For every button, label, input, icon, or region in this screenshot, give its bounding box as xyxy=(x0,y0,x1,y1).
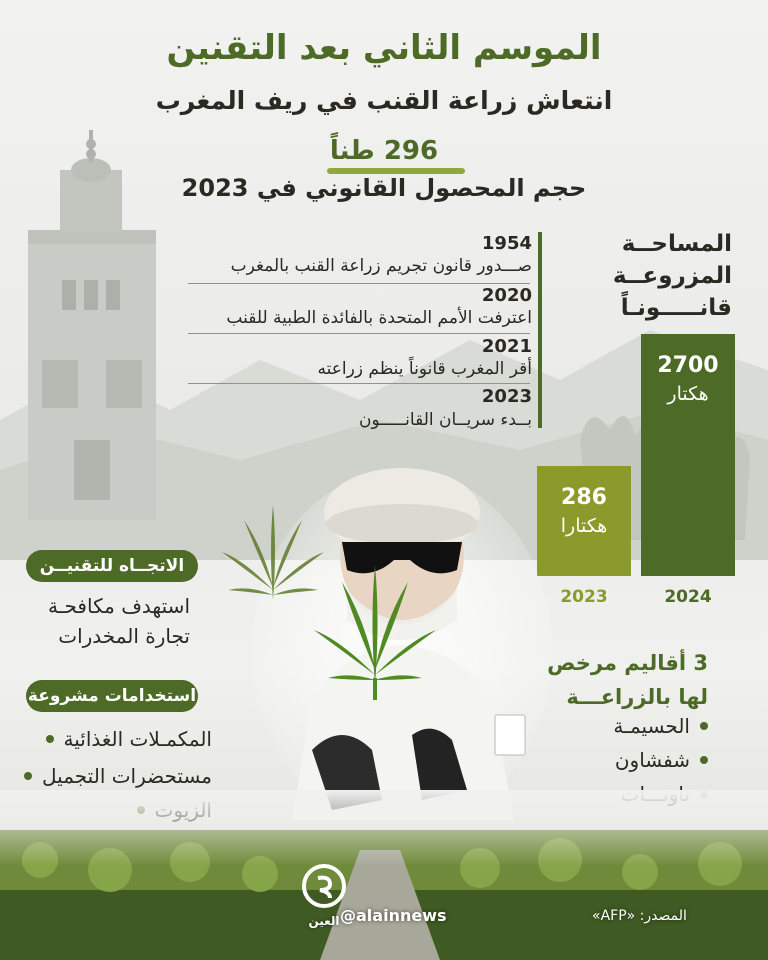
trend-pill: الاتجــاه للتقنيــن xyxy=(26,550,198,582)
timeline-text-1954: صـــدور قانون تجريم زراعة القنب بالمغرب xyxy=(230,256,532,276)
timeline-divider xyxy=(188,333,530,334)
area-label-line2: المزروعــة xyxy=(612,263,732,289)
bar-value-label: 2700 xyxy=(657,353,719,378)
uses-item-label: مستحضرات التجميل xyxy=(42,764,212,788)
region-item xyxy=(613,714,708,738)
timeline-year-1954: 1954 xyxy=(481,233,532,254)
source-credit: المصدر: «AFP» xyxy=(592,908,687,924)
timeline-text-2020: اعترفت الأمم المتحدة بالفائدة الطبية للقنب xyxy=(226,308,532,328)
logo-text: العين xyxy=(308,914,340,928)
uses-item-label: المكمـلات الغذائية xyxy=(63,727,212,751)
regions-title-line1: 3 أقاليم مرخص xyxy=(547,651,708,675)
bullet-dot-icon xyxy=(24,772,32,780)
timeline-year-2020: 2020 xyxy=(481,285,532,306)
cannabis-leaf-held-icon xyxy=(310,560,440,700)
area-label-line3: قانـــــونـاً xyxy=(620,295,732,321)
category-label: 2023 xyxy=(560,587,608,607)
bullet-dot-icon xyxy=(700,722,708,730)
area-label xyxy=(612,228,732,324)
region-item xyxy=(615,748,708,772)
region-item-label: شفشاون xyxy=(614,748,690,772)
page-subtitle: انتعاش زراعة القنب في ريف المغرب xyxy=(155,86,613,115)
social-handle: @alainnews xyxy=(340,906,447,925)
trend-line1: استهدف مكافحـة xyxy=(47,594,190,618)
timeline-text-2021: أقر المغرب قانوناً ينظم زراعته xyxy=(317,359,532,379)
timeline-divider xyxy=(188,283,530,284)
bullet-dot-icon xyxy=(46,735,54,743)
timeline-divider xyxy=(188,383,530,384)
regions-title xyxy=(488,646,708,714)
area-bar-chart xyxy=(528,320,748,610)
timeline-year-2021: 2021 xyxy=(481,336,532,357)
greenhouse-plants-background xyxy=(0,790,768,960)
bullet-dot-icon xyxy=(700,756,708,764)
bar-unit-label: هكتارا xyxy=(560,515,608,537)
harvest-tons: 296 طناً xyxy=(329,136,439,166)
category-label: 2024 xyxy=(664,587,712,607)
uses-item xyxy=(46,727,212,751)
uses-item xyxy=(24,764,212,788)
bar-value-label: 286 xyxy=(561,485,607,510)
page-title: الموسم الثاني بعد التقنين xyxy=(166,28,602,68)
regions-title-line2: لها بالزراعـــة xyxy=(566,685,708,709)
bar-unit-label: هكتار xyxy=(667,383,709,405)
harvest-label: حجم المحصول القانوني في 2023 xyxy=(181,174,587,202)
timeline-year-2023: 2023 xyxy=(481,386,532,407)
timeline-text-2023: بــدء سريــان القانـــــون xyxy=(359,410,532,430)
area-label-line1: المساحــة xyxy=(621,231,732,257)
region-item-label: الحسيمـة xyxy=(613,714,690,738)
uses-pill: استخدامات مشروعة xyxy=(26,680,198,712)
trend-line2: تجارة المخدرات xyxy=(58,624,190,648)
